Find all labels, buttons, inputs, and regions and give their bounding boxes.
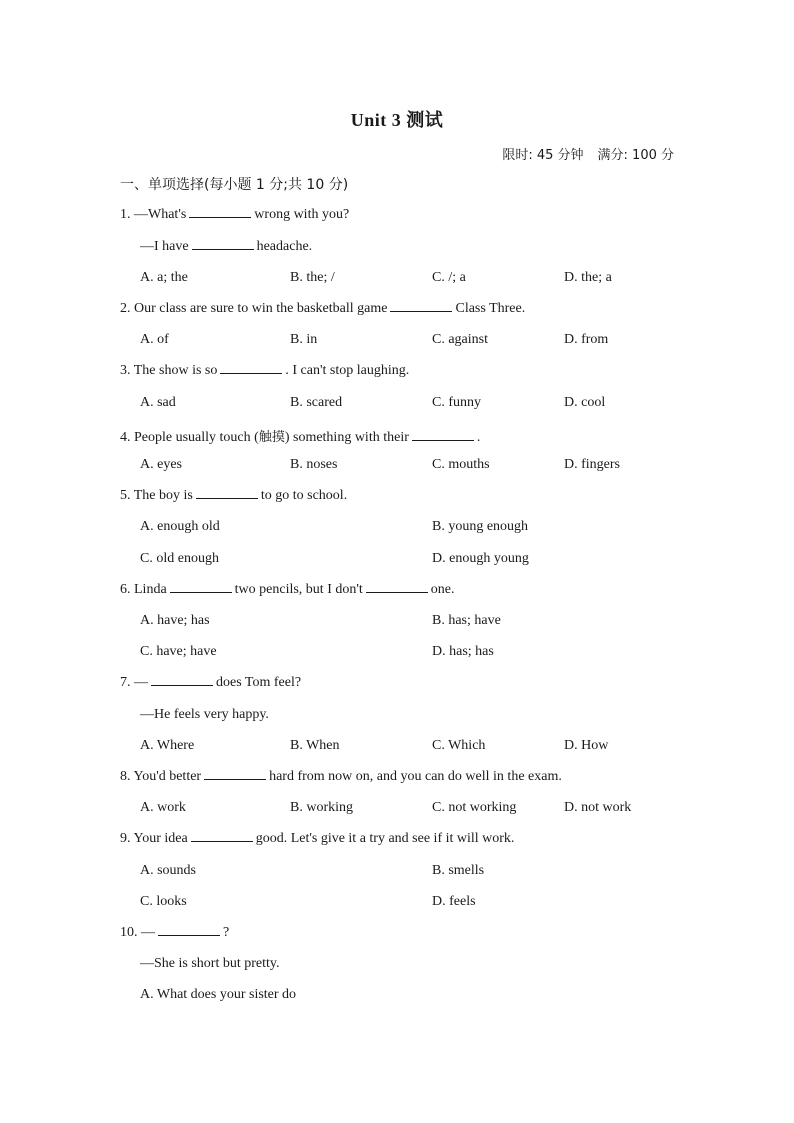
question-4-option-c: C. mouths (432, 457, 490, 472)
question-9-option-a: A. sounds (140, 863, 197, 878)
question-1-option-a: A. a; the (140, 270, 188, 285)
question-6-option-c: C. have; have (140, 644, 217, 659)
answer-blank (204, 778, 266, 780)
question-10-option-a: A. What does your sister do (140, 987, 297, 1002)
question-6-option-b: B. has; have (432, 613, 501, 628)
full-score: 满分: 100 分 (597, 148, 674, 163)
question-1-option-b: B. the; / (290, 270, 335, 285)
question-2-option-a: A. of (140, 332, 169, 347)
question-2-option-d: D. from (564, 332, 609, 347)
question-3-option-d: D. cool (564, 395, 606, 410)
question-8-option-d: D. not work (564, 800, 632, 815)
question-7-stem: 7. — does Tom feel? (120, 675, 302, 690)
question-4-stem: 4. People usually touch (触摸) something with their . (120, 430, 481, 445)
question-8-option-b: B. working (290, 800, 353, 815)
answer-blank (196, 497, 258, 499)
question-6-option-d: D. has; has (432, 644, 494, 659)
answer-blank (412, 439, 474, 441)
answer-blank (189, 216, 251, 218)
question-8-stem: 8. You'd better hard from now on, and you can do well in the exam. (120, 769, 562, 784)
question-7-option-a: A. Where (140, 738, 195, 753)
answer-blank (170, 591, 232, 593)
question-8-option-a: A. work (140, 800, 186, 815)
answer-blank (192, 248, 254, 250)
question-5-option-d: D. enough young (432, 551, 529, 566)
exam-meta (502, 144, 674, 163)
section-heading: 一、单项选择(每小题 1 分;共 10 分) (120, 177, 349, 193)
question-6-stem: 6. Linda two pencils, but I don't one. (120, 582, 455, 597)
question-9-stem: 9. Your idea good. Let's give it a try and see if it will work. (120, 831, 515, 846)
question-9-option-d: D. feels (432, 894, 476, 909)
question-9-option-b: B. smells (432, 863, 485, 878)
time-limit: 限时: 45 分钟 (502, 148, 584, 163)
question-6-option-a: A. have; has (140, 613, 210, 628)
answer-blank (220, 372, 282, 374)
answer-blank (158, 934, 220, 936)
question-7-option-c: C. Which (432, 738, 486, 753)
question-9-option-c: C. looks (140, 894, 187, 909)
question-1-option-d: D. the; a (564, 270, 612, 285)
page-title: Unit 3 测试 (350, 110, 444, 130)
question-7-reply: —He feels very happy. (140, 707, 269, 722)
answer-blank (390, 310, 452, 312)
answer-blank (151, 684, 213, 686)
answer-blank (191, 840, 253, 842)
question-1-reply: —I have headache. (140, 239, 313, 254)
question-10-stem: 10. — ? (120, 925, 230, 940)
answer-blank (366, 591, 428, 593)
question-1-option-c: C. /; a (432, 270, 466, 285)
question-2-option-b: B. in (290, 332, 318, 347)
question-2-stem: 2. Our class are sure to win the basketball game Class Three. (120, 301, 526, 316)
question-10-reply: —She is short but pretty. (140, 956, 280, 971)
question-7-option-b: B. When (290, 738, 340, 753)
question-3-stem: 3. The show is so . I can't stop laughing. (120, 363, 410, 378)
question-5-option-a: A. enough old (140, 519, 220, 534)
question-1-stem: 1. —What's wrong with you? (120, 207, 350, 222)
question-5-option-c: C. old enough (140, 551, 219, 566)
question-8-option-c: C. not working (432, 800, 517, 815)
question-7-option-d: D. How (564, 738, 609, 753)
question-4-option-b: B. noses (290, 457, 338, 472)
question-2-option-c: C. against (432, 332, 488, 347)
question-4-option-d: D. fingers (564, 457, 620, 472)
question-5-option-b: B. young enough (432, 519, 529, 534)
question-3-option-c: C. funny (432, 395, 481, 410)
question-3-option-b: B. scared (290, 395, 343, 410)
question-4-option-a: A. eyes (140, 457, 182, 472)
question-5-stem: 5. The boy is to go to school. (120, 488, 348, 503)
question-3-option-a: A. sad (140, 395, 176, 410)
